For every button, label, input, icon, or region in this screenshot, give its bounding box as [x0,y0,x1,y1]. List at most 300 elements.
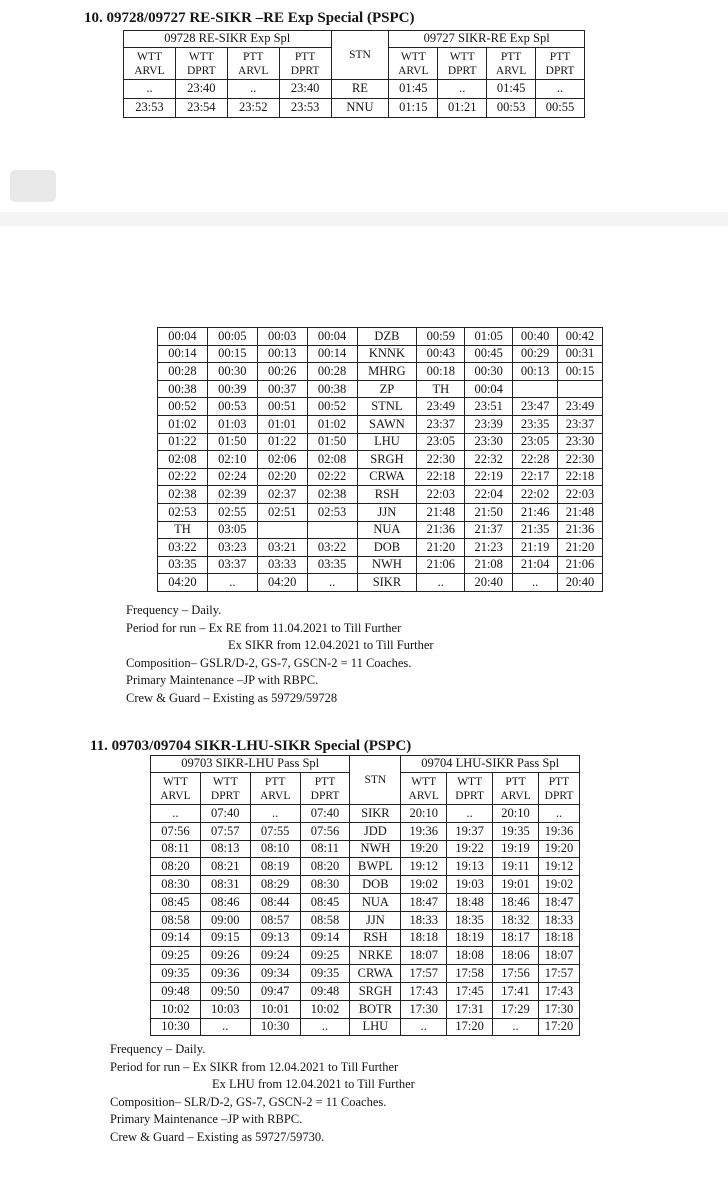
time-cell: 00:53 [207,398,257,416]
station-cell: CRWA [357,468,417,486]
table-row [158,486,603,504]
time-cell: 10:03 [200,1000,250,1018]
time-cell: 07:56 [151,822,201,840]
time-cell: 17:45 [447,982,493,1000]
table-row [151,929,580,947]
time-cell: 02:22 [158,468,208,486]
time-cell: 08:57 [250,911,300,929]
section-11-title: 11. 09703/09704 SIKR-LHU-SIKR Special (PSPC) [90,738,412,754]
time-cell: 09:48 [151,982,201,1000]
time-cell: 19:35 [493,822,539,840]
time-cell: 18:47 [539,893,580,911]
table-row [151,876,580,894]
composition-note: Composition– GSLR/D-2, GS-7, GSCN-2 = 11 Coaches. [126,655,412,670]
time-cell: 02:55 [207,503,257,521]
time-cell: 23:05 [417,433,465,451]
time-cell: 02:22 [307,468,357,486]
time-cell: 08:46 [200,893,250,911]
time-cell: 02:39 [207,486,257,504]
table-row [158,556,603,574]
table-row [158,345,603,363]
col-header: PTT ARVL [487,48,536,80]
time-cell: 03:33 [257,556,307,574]
time-cell: 00:45 [465,345,513,363]
time-cell: 21:20 [558,539,603,557]
time-cell: 00:37 [257,380,307,398]
time-cell: 03:35 [307,556,357,574]
time-cell: 02:24 [207,468,257,486]
time-cell: 21:48 [558,503,603,521]
time-cell: 09:34 [250,965,300,983]
time-cell: 07:40 [300,805,350,823]
time-cell: 09:14 [300,929,350,947]
time-cell: 23:37 [558,415,603,433]
time-cell: 23:40 [279,80,331,99]
time-cell: 21:06 [558,556,603,574]
time-cell: 07:55 [250,822,300,840]
table-row [124,80,585,99]
time-cell: 00:29 [513,345,558,363]
time-cell: 00:51 [257,398,307,416]
col-header: WTT ARVL [389,48,438,80]
time-cell: 00:04 [465,380,513,398]
station-cell: NWH [350,840,401,858]
time-cell: 03:21 [257,539,307,557]
crew-note: Crew & Guard – Existing as 59729/59728 [126,690,338,705]
time-cell: 07:40 [200,805,250,823]
station-cell: NRKE [350,947,401,965]
time-cell: 01:45 [487,80,536,99]
time-cell: 21:08 [465,556,513,574]
station-cell: KNNK [357,345,417,363]
time-cell: 23:49 [558,398,603,416]
time-cell: 09:00 [200,911,250,929]
table-row [151,1018,580,1036]
table-row [158,574,603,592]
col-header: PTT ARVL [493,773,539,805]
time-cell: 18:19 [447,929,493,947]
time-cell: .. [401,1018,447,1036]
time-cell: 21:19 [513,539,558,557]
col-header: PTT DPRT [536,48,585,80]
time-cell [558,380,603,398]
time-cell: 09:47 [250,982,300,1000]
time-cell: 17:20 [539,1018,580,1036]
time-cell: 22:03 [417,486,465,504]
table-row [158,521,603,539]
time-cell: 22:03 [558,486,603,504]
time-cell: 01:15 [389,99,438,118]
right-group-header: 09727 SIKR-RE Exp Spl [389,31,585,48]
time-cell: 17:43 [539,982,580,1000]
time-cell: 22:04 [465,486,513,504]
time-cell: .. [250,805,300,823]
period-note-2: Ex SIKR from 12.04.2021 to Till Further [228,638,434,652]
time-cell: 19:22 [447,840,493,858]
time-cell: 23:37 [417,415,465,433]
time-cell: 08:30 [300,876,350,894]
time-cell: 01:05 [465,328,513,346]
period-note: Period for run – Ex RE from 11.04.2021 to Till Further [126,620,402,635]
time-cell: 09:35 [151,965,201,983]
time-cell: 20:40 [465,574,513,592]
station-cell: BOTR [350,1000,401,1018]
station-cell: DOB [350,876,401,894]
time-cell: 01:50 [207,433,257,451]
time-cell: 00:53 [487,99,536,118]
time-cell: 10:02 [300,1000,350,1018]
station-cell: JJN [357,503,417,521]
time-cell: 00:13 [513,363,558,381]
time-cell: 08:21 [200,858,250,876]
time-cell: 18:47 [401,893,447,911]
station-cell: JJN [350,911,401,929]
time-cell: .. [513,574,558,592]
time-cell: 02:38 [158,486,208,504]
time-cell: 19:01 [493,876,539,894]
time-cell: 01:01 [257,415,307,433]
time-cell: 07:57 [200,822,250,840]
time-cell: 23:35 [513,415,558,433]
col-header: WTT ARVL [124,48,176,80]
time-cell: .. [200,1018,250,1036]
time-cell: 23:52 [227,99,279,118]
time-cell: 09:14 [151,929,201,947]
time-cell: 23:30 [558,433,603,451]
time-cell: 00:31 [558,345,603,363]
period-note-2: Ex LHU from 12.04.2021 to Till Further [212,1077,415,1091]
time-cell: 01:45 [389,80,438,99]
time-cell: 19:20 [539,840,580,858]
station-cell: BWPL [350,858,401,876]
time-cell: 18:08 [447,947,493,965]
time-cell: 00:04 [307,328,357,346]
time-cell: 23:53 [279,99,331,118]
time-cell: 20:40 [558,574,603,592]
time-cell: 09:15 [200,929,250,947]
time-cell: 00:39 [207,380,257,398]
time-cell: 23:39 [465,415,513,433]
time-cell: 02:08 [158,451,208,469]
time-cell: 21:46 [513,503,558,521]
time-cell: 00:13 [257,345,307,363]
station-cell: SIKR [357,574,417,592]
time-cell: .. [447,805,493,823]
time-cell: 01:22 [158,433,208,451]
station-cell: LHU [357,433,417,451]
time-cell: 17:57 [401,965,447,983]
frequency-note: Frequency – Daily. [126,603,222,617]
time-cell: 18:33 [539,911,580,929]
time-cell: 19:13 [447,858,493,876]
table-row [151,840,580,858]
crew-note: Crew & Guard – Existing as 59727/59730. [110,1129,325,1144]
col-header: PTT ARVL [227,48,279,80]
time-cell: 17:30 [401,1000,447,1018]
time-cell: 23:47 [513,398,558,416]
time-cell: 00:55 [536,99,585,118]
time-cell: .. [417,574,465,592]
col-header: WTT DPRT [447,773,493,805]
time-cell: 00:43 [417,345,465,363]
time-cell: 02:53 [158,503,208,521]
right-group-header: 09704 LHU-SIKR Pass Spl [401,756,580,773]
time-cell: 18:33 [401,911,447,929]
time-cell: 19:20 [401,840,447,858]
time-cell: 22:19 [465,468,513,486]
time-cell: 00:28 [307,363,357,381]
time-cell: 23:51 [465,398,513,416]
time-cell: 17:20 [447,1018,493,1036]
col-header: WTT DPRT [200,773,250,805]
table-row [151,805,580,823]
time-cell: 00:14 [307,345,357,363]
station-cell: NUA [350,893,401,911]
time-cell: 00:18 [417,363,465,381]
time-cell: 18:06 [493,947,539,965]
station-cell: NNU [331,99,389,118]
time-cell: 23:49 [417,398,465,416]
time-cell: 09:25 [300,947,350,965]
time-cell: TH [158,521,208,539]
time-cell: 00:14 [158,345,208,363]
time-cell: 08:20 [151,858,201,876]
time-cell: 00:15 [558,363,603,381]
time-cell: 00:26 [257,363,307,381]
stn-header: STN [350,756,401,805]
col-header: PTT DPRT [300,773,350,805]
time-cell: 00:04 [158,328,208,346]
time-cell: 19:03 [447,876,493,894]
station-cell: STNL [357,398,417,416]
station-cell: RSH [350,929,401,947]
time-cell: .. [438,80,487,99]
time-cell: 00:42 [558,328,603,346]
time-cell: 21:48 [417,503,465,521]
time-cell: 19:12 [401,858,447,876]
time-cell: 23:05 [513,433,558,451]
table-row [151,858,580,876]
time-cell: 22:02 [513,486,558,504]
table-row [158,363,603,381]
time-cell: 18:18 [401,929,447,947]
time-cell: 17:31 [447,1000,493,1018]
time-cell: 22:30 [417,451,465,469]
time-cell: 02:53 [307,503,357,521]
station-cell: RE [331,80,389,99]
time-cell: 08:30 [151,876,201,894]
table-row [151,947,580,965]
time-cell: 21:50 [465,503,513,521]
time-cell: 01:02 [307,415,357,433]
time-cell: 18:07 [401,947,447,965]
table-row [151,965,580,983]
continued-timetable [157,327,603,592]
time-cell: 21:04 [513,556,558,574]
time-cell: 19:36 [401,822,447,840]
time-cell: 21:35 [513,521,558,539]
time-cell: 08:20 [300,858,350,876]
time-cell: 09:25 [151,947,201,965]
time-cell: 08:45 [300,893,350,911]
time-cell: 02:06 [257,451,307,469]
time-cell: 09:24 [250,947,300,965]
time-cell: 17:30 [539,1000,580,1018]
time-cell: 00:30 [207,363,257,381]
time-cell: .. [227,80,279,99]
time-cell: 02:37 [257,486,307,504]
table-row [158,380,603,398]
time-cell: 02:08 [307,451,357,469]
time-cell: 09:50 [200,982,250,1000]
section-11-notes [110,1041,415,1146]
time-cell: 00:52 [158,398,208,416]
time-cell: 01:03 [207,415,257,433]
time-cell: 17:58 [447,965,493,983]
time-cell: 19:36 [539,822,580,840]
station-cell: SRGH [350,982,401,1000]
time-cell: 08:45 [151,893,201,911]
time-cell: 22:30 [558,451,603,469]
time-cell: 09:36 [200,965,250,983]
time-cell: 22:18 [558,468,603,486]
time-cell: 00:52 [307,398,357,416]
time-cell: 03:22 [158,539,208,557]
time-cell: 18:32 [493,911,539,929]
time-cell: 18:17 [493,929,539,947]
time-cell: 21:20 [417,539,465,557]
time-cell: .. [300,1018,350,1036]
time-cell: 08:19 [250,858,300,876]
frequency-note: Frequency – Daily. [110,1042,206,1056]
time-cell: 23:53 [124,99,176,118]
time-cell: 02:38 [307,486,357,504]
time-cell: 22:32 [465,451,513,469]
time-cell: 07:56 [300,822,350,840]
col-header: WTT DPRT [438,48,487,80]
station-cell: RSH [357,486,417,504]
time-cell: 08:44 [250,893,300,911]
time-cell: TH [417,380,465,398]
time-cell: 00:59 [417,328,465,346]
time-cell: 03:05 [207,521,257,539]
time-cell: .. [493,1018,539,1036]
period-note: Period for run – Ex SIKR from 12.04.2021 to Till Further [110,1059,399,1074]
time-cell: 09:35 [300,965,350,983]
time-cell: 20:10 [401,805,447,823]
station-cell: ZP [357,380,417,398]
table-row [158,451,603,469]
station-cell: LHU [350,1018,401,1036]
time-cell: 04:20 [158,574,208,592]
time-cell: 00:28 [158,363,208,381]
time-cell: 00:30 [465,363,513,381]
stn-header: STN [331,31,389,80]
table-row [124,99,585,118]
page-gap [0,212,728,226]
time-cell: .. [307,574,357,592]
page-1 [0,0,728,212]
time-cell: 01:21 [438,99,487,118]
time-cell: 09:48 [300,982,350,1000]
table-row [151,911,580,929]
time-cell: 00:38 [158,380,208,398]
table-row [158,415,603,433]
time-cell: 22:18 [417,468,465,486]
time-cell: 02:51 [257,503,307,521]
table-row [151,822,580,840]
time-cell: 21:23 [465,539,513,557]
time-cell: .. [536,80,585,99]
station-cell: MHRG [357,363,417,381]
left-group-header: 09728 RE-SIKR Exp Spl [124,31,332,48]
time-cell: 00:15 [207,345,257,363]
time-cell: 17:56 [493,965,539,983]
station-cell: NWH [357,556,417,574]
table-row [151,893,580,911]
table-row [151,982,580,1000]
time-cell: 09:26 [200,947,250,965]
time-cell: 08:11 [151,840,201,858]
col-header: PTT DPRT [539,773,580,805]
station-cell: SRGH [357,451,417,469]
time-cell: 17:41 [493,982,539,1000]
time-cell: 08:10 [250,840,300,858]
time-cell: 10:30 [151,1018,201,1036]
table-row [158,468,603,486]
section-11-table [150,755,580,1036]
time-cell: 03:23 [207,539,257,557]
time-cell: 00:40 [513,328,558,346]
time-cell: 08:29 [250,876,300,894]
time-cell: 10:02 [151,1000,201,1018]
time-cell: 00:03 [257,328,307,346]
table-row [151,1000,580,1018]
time-cell: 02:10 [207,451,257,469]
time-cell: 23:54 [175,99,227,118]
time-cell: 23:40 [175,80,227,99]
section-10-notes [126,602,434,707]
table-row [158,433,603,451]
time-cell: 03:35 [158,556,208,574]
maintenance-note: Primary Maintenance –JP with RBPC. [126,673,319,687]
col-header: PTT DPRT [279,48,331,80]
time-cell: 19:12 [539,858,580,876]
time-cell: 22:28 [513,451,558,469]
time-cell: 08:13 [200,840,250,858]
time-cell: 01:22 [257,433,307,451]
time-cell: 17:43 [401,982,447,1000]
time-cell: 19:02 [539,876,580,894]
time-cell: 20:10 [493,805,539,823]
table-row [158,503,603,521]
time-cell: 04:20 [257,574,307,592]
section-10-title: 10. 09728/09727 RE-SIKR –RE Exp Special (PSPC) [84,10,415,26]
time-cell: 23:30 [465,433,513,451]
scroll-overlay-icon [10,170,56,202]
composition-note: Composition– SLR/D-2, GS-7, GSCN-2 = 11 Coaches. [110,1094,387,1109]
time-cell: 18:07 [539,947,580,965]
station-cell: CRWA [350,965,401,983]
time-cell: 08:11 [300,840,350,858]
time-cell: 21:36 [558,521,603,539]
time-cell: 08:58 [300,911,350,929]
time-cell: 10:01 [250,1000,300,1018]
station-cell: DOB [357,539,417,557]
station-cell: JDD [350,822,401,840]
time-cell: 02:20 [257,468,307,486]
time-cell: 18:46 [493,893,539,911]
